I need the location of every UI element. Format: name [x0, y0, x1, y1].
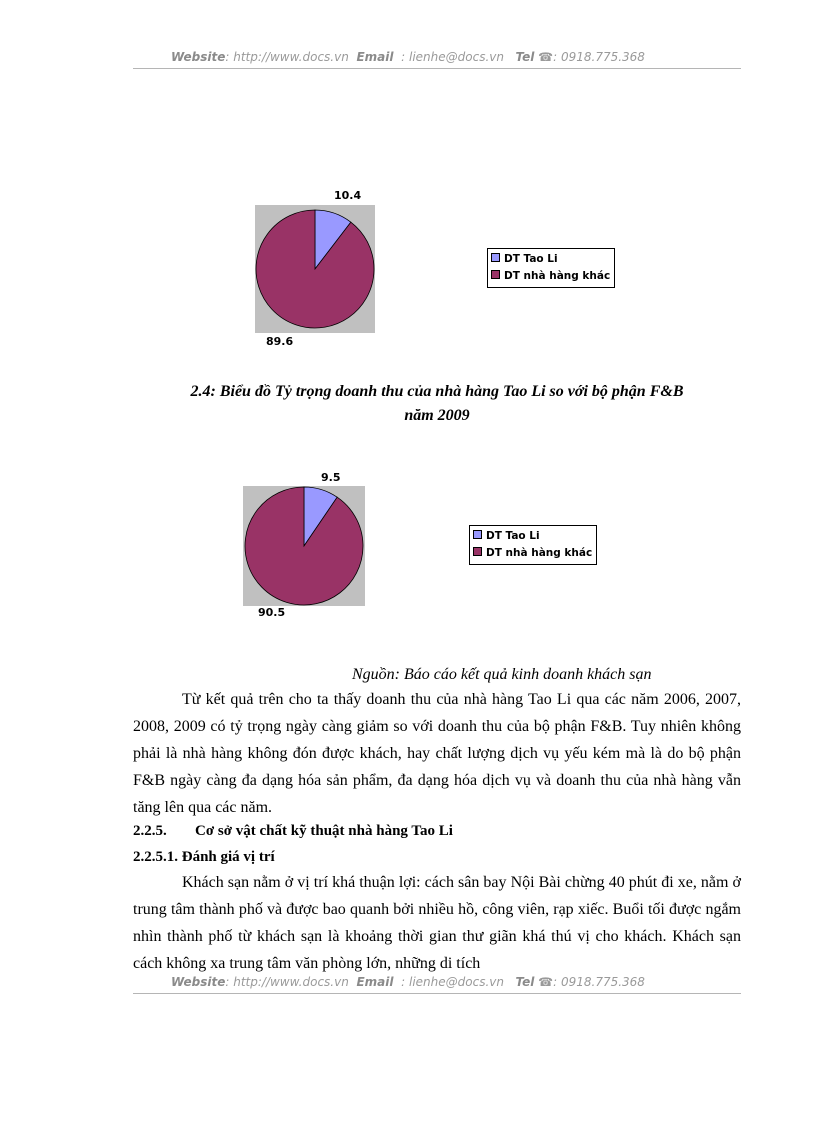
chart-2-value-label-tao-li: 9.5: [321, 471, 341, 484]
page-footer: [0, 974, 816, 990]
pie-svg: [243, 486, 365, 606]
chart-caption-line-1: 2.4: Biểu đồ Tỷ trọng doanh thu của nhà hàng Tao Li so với bộ phận F&B: [190, 383, 684, 400]
header-website-value[interactable]: : http://www.docs.vn: [225, 50, 349, 64]
page-header: [0, 49, 816, 65]
header-tel-value: : 0918.775.368: [553, 50, 645, 64]
chart-2-legend-item-other: [473, 545, 592, 562]
chart-1-legend-item-tao-li: [491, 251, 610, 268]
header-tel-label: Tel: [515, 50, 535, 64]
legend-swatch-tao-li: [473, 530, 482, 539]
chart-2-legend: [469, 525, 597, 565]
footer-email-value[interactable]: : lienhe@docs.vn: [401, 975, 504, 989]
section-heading: [133, 820, 453, 842]
footer-email-label: Email: [356, 975, 394, 989]
chart-caption-line-2: năm 2009: [404, 407, 470, 424]
subsection-heading: 2.2.5.1. Đánh giá vị trí: [133, 849, 275, 865]
pie-slice-other: [245, 487, 363, 605]
section-number: 2.2.5.: [133, 823, 167, 839]
chart-1-legend-item-other: [491, 268, 610, 285]
footer-website-label: Website: [171, 975, 226, 989]
footer-rule: [133, 993, 741, 994]
footer-tel-label: Tel: [515, 975, 535, 989]
pie-slice-other: [256, 210, 374, 328]
header-email-value[interactable]: : lienhe@docs.vn: [401, 50, 504, 64]
legend-swatch-other: [473, 547, 482, 556]
legend-label: DT nhà hàng khác: [504, 270, 611, 282]
header-website-label: Website: [171, 50, 226, 64]
body-paragraph-2: Khách sạn nằm ở vị trí khá thuận lợi: cách sân bay Nội Bài chừng 40 phút đi xe, nằm ở trung tâm thành phố và được bao quanh bởi nhiều hồ, công viên, rạp xiếc. Buổi tối được ngắm nhìn thành phố từ khách sạn là khoảng thời gian thư giãn khá thú vị cho khách. Khách sạn cách không xa trung tâm văn phòng lớn, những di tích: [133, 874, 741, 972]
phone-icon: ☎: [538, 50, 554, 64]
pie-chart-2: [243, 486, 365, 606]
header-email-label: Email: [356, 50, 394, 64]
header-rule: [133, 68, 741, 69]
body-paragraph-1: Từ kết quả trên cho ta thấy doanh thu của nhà hàng Tao Li qua các năm 2006, 2007, 2008, 2009 có tỷ trọng ngày càng giảm so với doanh thu của bộ phận F&B. Tuy nhiên không phải là nhà hàng không đón được khách, hay chất lượng dịch vụ yếu kém mà là do bộ phận F&B ngày càng đa dạng hóa sản phẩm, đa dạng hóa dịch vụ và doanh thu của nhà hàng vẫn tăng lên qua các năm.: [133, 691, 741, 816]
legend-label: DT Tao Li: [486, 530, 540, 542]
chart-1-legend: [487, 248, 615, 288]
chart-caption: [133, 380, 741, 428]
legend-label: DT Tao Li: [504, 253, 558, 265]
chart-1-value-label-other: 89.6: [266, 335, 294, 348]
pie-chart-1: [255, 205, 375, 333]
legend-swatch-other: [491, 270, 500, 279]
footer-website-value[interactable]: : http://www.docs.vn: [225, 975, 349, 989]
pie-svg: [255, 205, 375, 333]
phone-icon: ☎: [538, 975, 554, 989]
section-title: Cơ sở vật chất kỹ thuật nhà hàng Tao Li: [195, 823, 453, 839]
chart-2-legend-item-tao-li: [473, 528, 592, 545]
footer-tel-value: : 0918.775.368: [553, 975, 645, 989]
legend-swatch-tao-li: [491, 253, 500, 262]
chart-2-value-label-other: 90.5: [258, 606, 286, 619]
source-note: Nguồn: Báo cáo kết quả kinh doanh khách sạn: [352, 666, 652, 683]
legend-label: DT nhà hàng khác: [486, 547, 593, 559]
chart-1-value-label-tao-li: 10.4: [334, 189, 362, 202]
